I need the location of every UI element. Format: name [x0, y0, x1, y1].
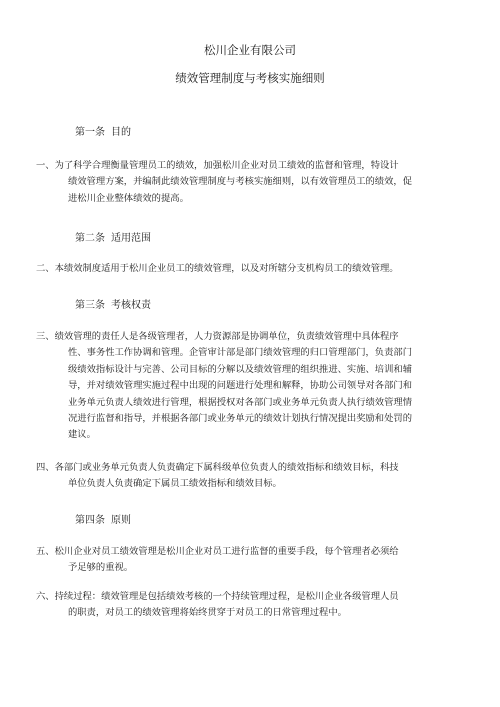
paragraph-line: 性、事务性工作协调和管理。企管审计部是部门绩效管理的归口管理部门，负责部门: [68, 347, 412, 359]
paragraph: [36, 158, 466, 207]
paragraph-line: 六、持续过程：绩效管理是包括绩效考核的一个持续管理过程，是松川企业各级管理人员: [36, 591, 399, 602]
section-heading: [75, 299, 151, 312]
paragraph-line: 进松川企业整体绩效的提高。: [68, 192, 189, 204]
paragraph: [36, 261, 466, 277]
paragraph-line: 级绩效指标设计与完善、公司目标的分解以及绩效管理的组织推进、实施、培训和辅: [68, 363, 412, 375]
section-heading: [75, 514, 131, 527]
paragraph: [36, 329, 466, 444]
paragraph-line: 建议。: [68, 429, 96, 441]
section-heading: [75, 126, 131, 139]
paragraph: [36, 589, 466, 622]
paragraph-line: 二、本绩效制度适用于松川企业员工的绩效管理，以及对所辖分支机构员工的绩效管理。: [36, 263, 399, 274]
section-heading: [75, 232, 151, 245]
section-name: 目的: [111, 127, 131, 138]
paragraph-line: 导，并对绩效管理实施过程中出现的问题进行处理和解释，协助公司领导对各部门和: [68, 380, 412, 392]
section-name: 考核权责: [111, 300, 151, 311]
section-name: 适用范围: [111, 233, 151, 244]
section-name: 原则: [111, 515, 131, 526]
paragraph-line: 的职责，对员工的绩效管理将始终贯穿于对员工的日常管理过程中。: [68, 607, 347, 619]
section-number: 第二条: [75, 233, 105, 244]
paragraph-line: 况进行监督和指导，并根据各部门或业务单元的绩效计划执行情况提出奖励和处罚的: [68, 413, 412, 425]
paragraph-line: 一、为了科学合理衡量管理员工的绩效，加强松川企业对员工绩效的监督和管理，特设计: [36, 160, 399, 171]
paragraph-line: 绩效管理方案，并编制此绩效管理制度与考核实施细则，以有效管理员工的绩效，促: [68, 176, 412, 188]
section-number: 第三条: [75, 300, 105, 311]
paragraph: [36, 460, 466, 493]
paragraph-line: 业务单元负责人绩效进行管理，根据授权对各部门或业务单元负责人执行绩效管理情: [68, 396, 412, 408]
paragraph: [36, 544, 466, 577]
section-number: 第四条: [75, 515, 105, 526]
paragraph-line: 四、各部门或业务单元负责人负责确定下属科级单位负责人的绩效指标和绩效目标，科技: [36, 462, 399, 473]
paragraph-line: 三、绩效管理的责任人是各级管理者，人力资源部是协调单位，负责绩效管理中具体程序: [36, 331, 399, 342]
paragraph-line: 予足够的重视。: [68, 562, 134, 574]
document-title: 绩效管理制度与考核实施细则: [175, 71, 325, 85]
company-name: 松川企业有限公司: [204, 43, 296, 57]
section-number: 第一条: [75, 127, 105, 138]
paragraph-line: 五、松川企业对员工绩效管理是松川企业对员工进行监督的重要手段，每个管理者必须给: [36, 546, 399, 557]
paragraph-line: 单位负责人负责确定下属员工绩效指标和绩效目标。: [68, 478, 282, 490]
